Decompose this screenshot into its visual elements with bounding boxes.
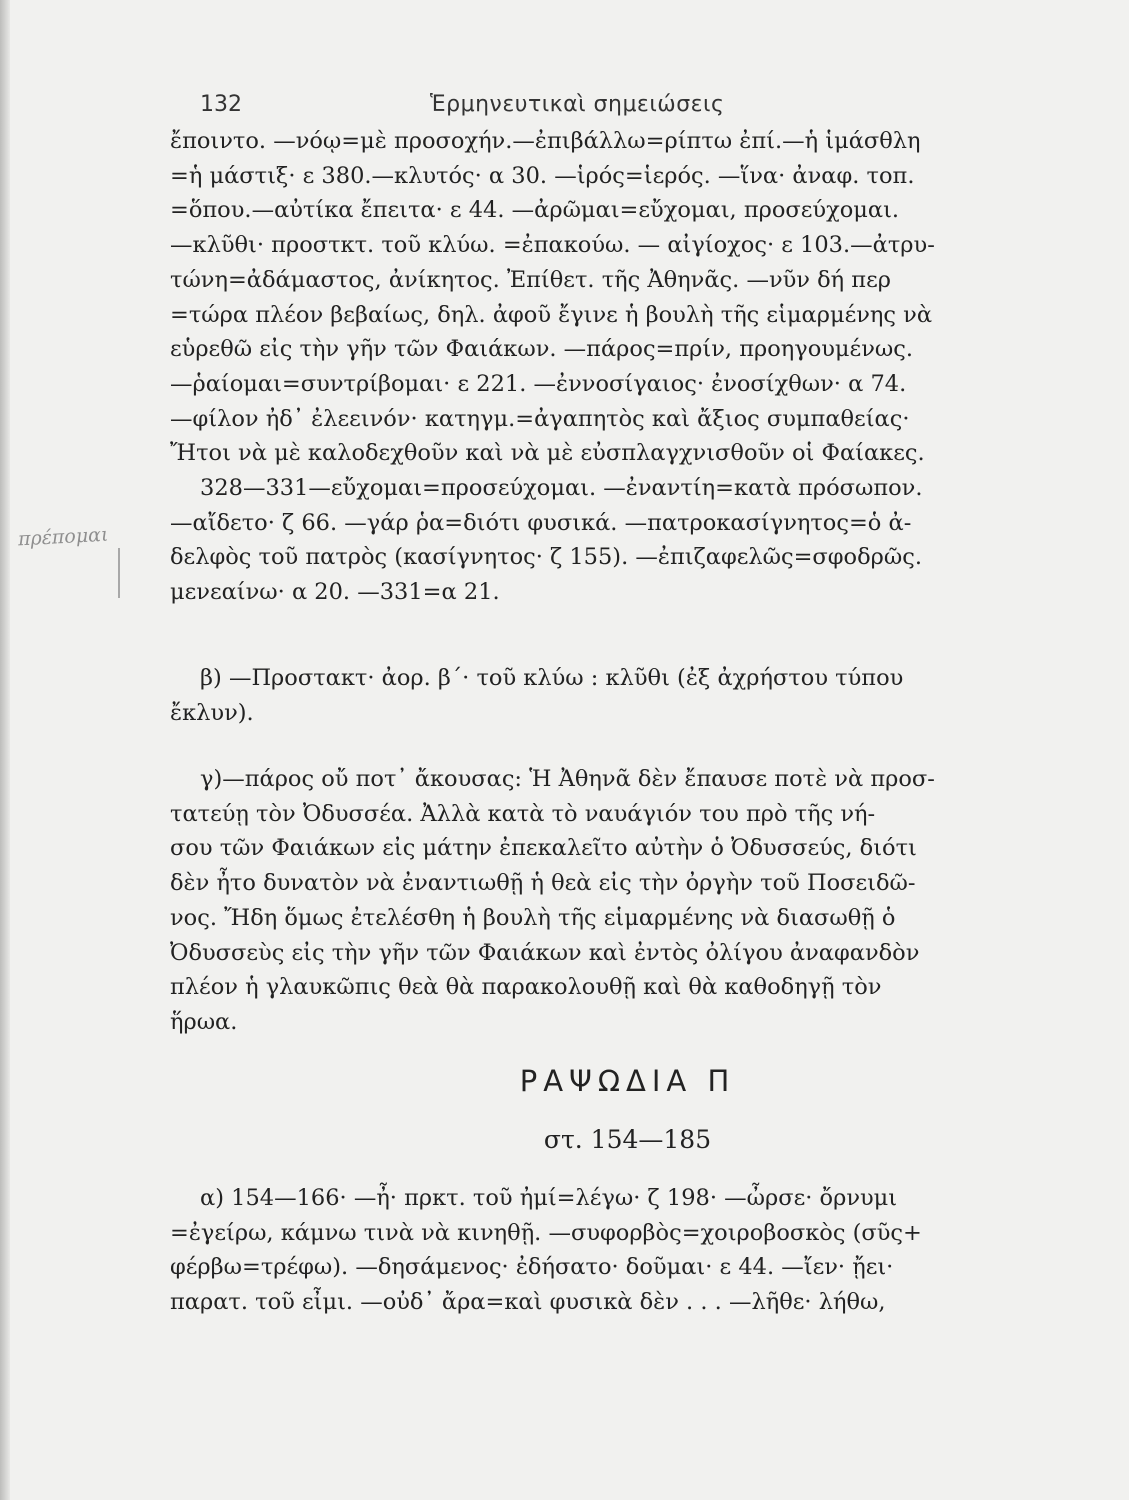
text-line: σου τῶν Φαιάκων εἰς μάτην ἐπεκαλεῖτο αὐτὴν ὁ Ὀδυσσεύς, διότι [170, 835, 917, 862]
paragraph-gamma [170, 762, 1085, 1040]
text-line: εὑρεθῶ εἰς τὴν γῆν τῶν Φαιάκων. —πάρος=πρίν, προηγουμένως. [170, 336, 913, 363]
section-subheading: στ. 154—185 [543, 1125, 712, 1154]
text-line: φέρβω=τρέφω). —δησάμενος· ἐδήσατο· δοῦμαι· ε 44. —ἴεν· ᾔει· [170, 1254, 894, 1281]
text-line: α) 154—166· —ἦ· πρκτ. τοῦ ἠμί=λέγω· ζ 198· —ὦρσε· ὄρνυμι [200, 1185, 898, 1211]
text-line: Ἤτοι νὰ μὲ καλοδεχθοῦν καὶ νὰ μὲ εὐσπλαγχνισθοῦν οἱ Φαίακες. [170, 440, 925, 467]
paragraph-notes-main [170, 124, 1085, 610]
running-title: Ἑρμηνευτικαὶ σημειώσεις [430, 92, 725, 117]
text-line: ἔκλυν). [170, 699, 254, 726]
section-heading: ΡΑΨΩΔΙΑ Π [519, 1064, 736, 1098]
text-line: =ὅπου.—αὐτίκα ἔπειτα· ε 44. —ἀρῶμαι=εὔχομαι, προσεύχομαι. [170, 197, 900, 224]
text-line: —ῥαίομαι=συντρίβομαι· ε 221. —ἐννοσίγαιος· ἐνοσίχθων· α 74. [170, 370, 907, 397]
text-line: β) —Προστακτ· ἀορ. β΄· τοῦ κλύω : κλῦθι (ἐξ ἀχρήστου τύπου [200, 665, 904, 691]
text-line: =ἡ μάστιξ· ε 380.—κλυτός· α 30. —ἱρός=ἱερός. —ἵνα· ἀναφ. τοπ. [170, 162, 915, 189]
text-line: =τώρα πλέον βεβαίως, δηλ. ἀφοῦ ἔγινε ἡ βουλὴ τῆς εἱμαρμένης νὰ [170, 301, 933, 328]
paragraph-alpha [170, 1181, 1085, 1320]
text-line: τατεύῃ τὸν Ὀδυσσέα. Ἀλλὰ κατὰ τὸ ναυάγιόν του πρὸ τῆς νή- [170, 800, 876, 827]
text-line: γ)—πάρος οὔ ποτ᾽ ἄκουσας: Ἡ Ἀθηνᾶ δὲν ἔπαυσε ποτὲ νὰ προσ- [200, 766, 935, 792]
text-line: —φίλον ἠδ᾽ ἐλεεινόν· κατηγμ.=ἀγαπητὸς καὶ ἄξιος συμπαθείας· [170, 405, 910, 432]
paragraph-beta [170, 661, 1085, 730]
text-line: —κλῦθι· προστκτ. τοῦ κλύω. =ἐπακούω. — αἰγίοχος· ε 103.—ἀτρυ- [170, 232, 935, 259]
handwritten-margin-note: πρέπομαι [17, 523, 109, 551]
text-line: δὲν ἦτο δυνατὸν νὰ ἐναντιωθῇ ἡ θεὰ εἰς τὴν ὀργὴν τοῦ Ποσειδῶ- [170, 870, 916, 897]
text-line: πλέον ἡ γλαυκῶπις θεὰ θὰ παρακολουθῇ καὶ θὰ καθοδηγῇ τὸν [170, 974, 882, 1001]
text-line: =ἐγείρω, κάμνω τινὰ νὰ κινηθῇ. —συφορβὸς=χοιροβοσκὸς (σῦς+ [170, 1219, 922, 1246]
text-line: δελφὸς τοῦ πατρὸς (κασίγνητος· ζ 155). —ἐπιζαφελῶς=σφοδρῶς. [170, 544, 922, 571]
page-number: 132 [200, 92, 242, 117]
text-line: —αἴδετο· ζ 66. —γάρ ῥα=διότι φυσικά. —πατροκασίγνητος=ὁ ἀ- [170, 509, 912, 536]
text-line: ἥρωα. [170, 1008, 238, 1035]
text-line: μενεαίνω· α 20. —331=α 21. [170, 579, 500, 606]
text-line: ἔποιντο. —νόῳ=μὲ προσοχήν.—ἐπιβάλλω=ρίπτω ἐπί.—ἡ ἱμάσθλη [170, 128, 921, 154]
handwritten-margin-stroke [118, 548, 120, 598]
page-edge [0, 0, 10, 1500]
text-line: Ὀδυσσεὺς εἰς τὴν γῆν τῶν Φαιάκων καὶ ἐντὸς ὀλίγου ἀναφανδὸν [170, 939, 920, 966]
text-line: παρατ. τοῦ εἶμι. —οὐδ᾽ ἄρα=καὶ φυσικὰ δὲν . . . —λῆθε· λήθω, [170, 1289, 886, 1316]
text-line: τώνη=ἀδάμαστος, ἀνίκητος. Ἐπίθετ. τῆς Ἀθηνᾶς. —νῦν δή περ [170, 266, 891, 293]
text-line: 328—331—εὔχομαι=προσεύχομαι. —ἐναντίη=κατὰ πρόσωπον. [200, 475, 923, 502]
text-line: νος. Ἤδη ὅμως ἐτελέσθη ἡ βουλὴ τῆς εἱμαρμένης νὰ διασωθῇ ὁ [170, 904, 896, 931]
